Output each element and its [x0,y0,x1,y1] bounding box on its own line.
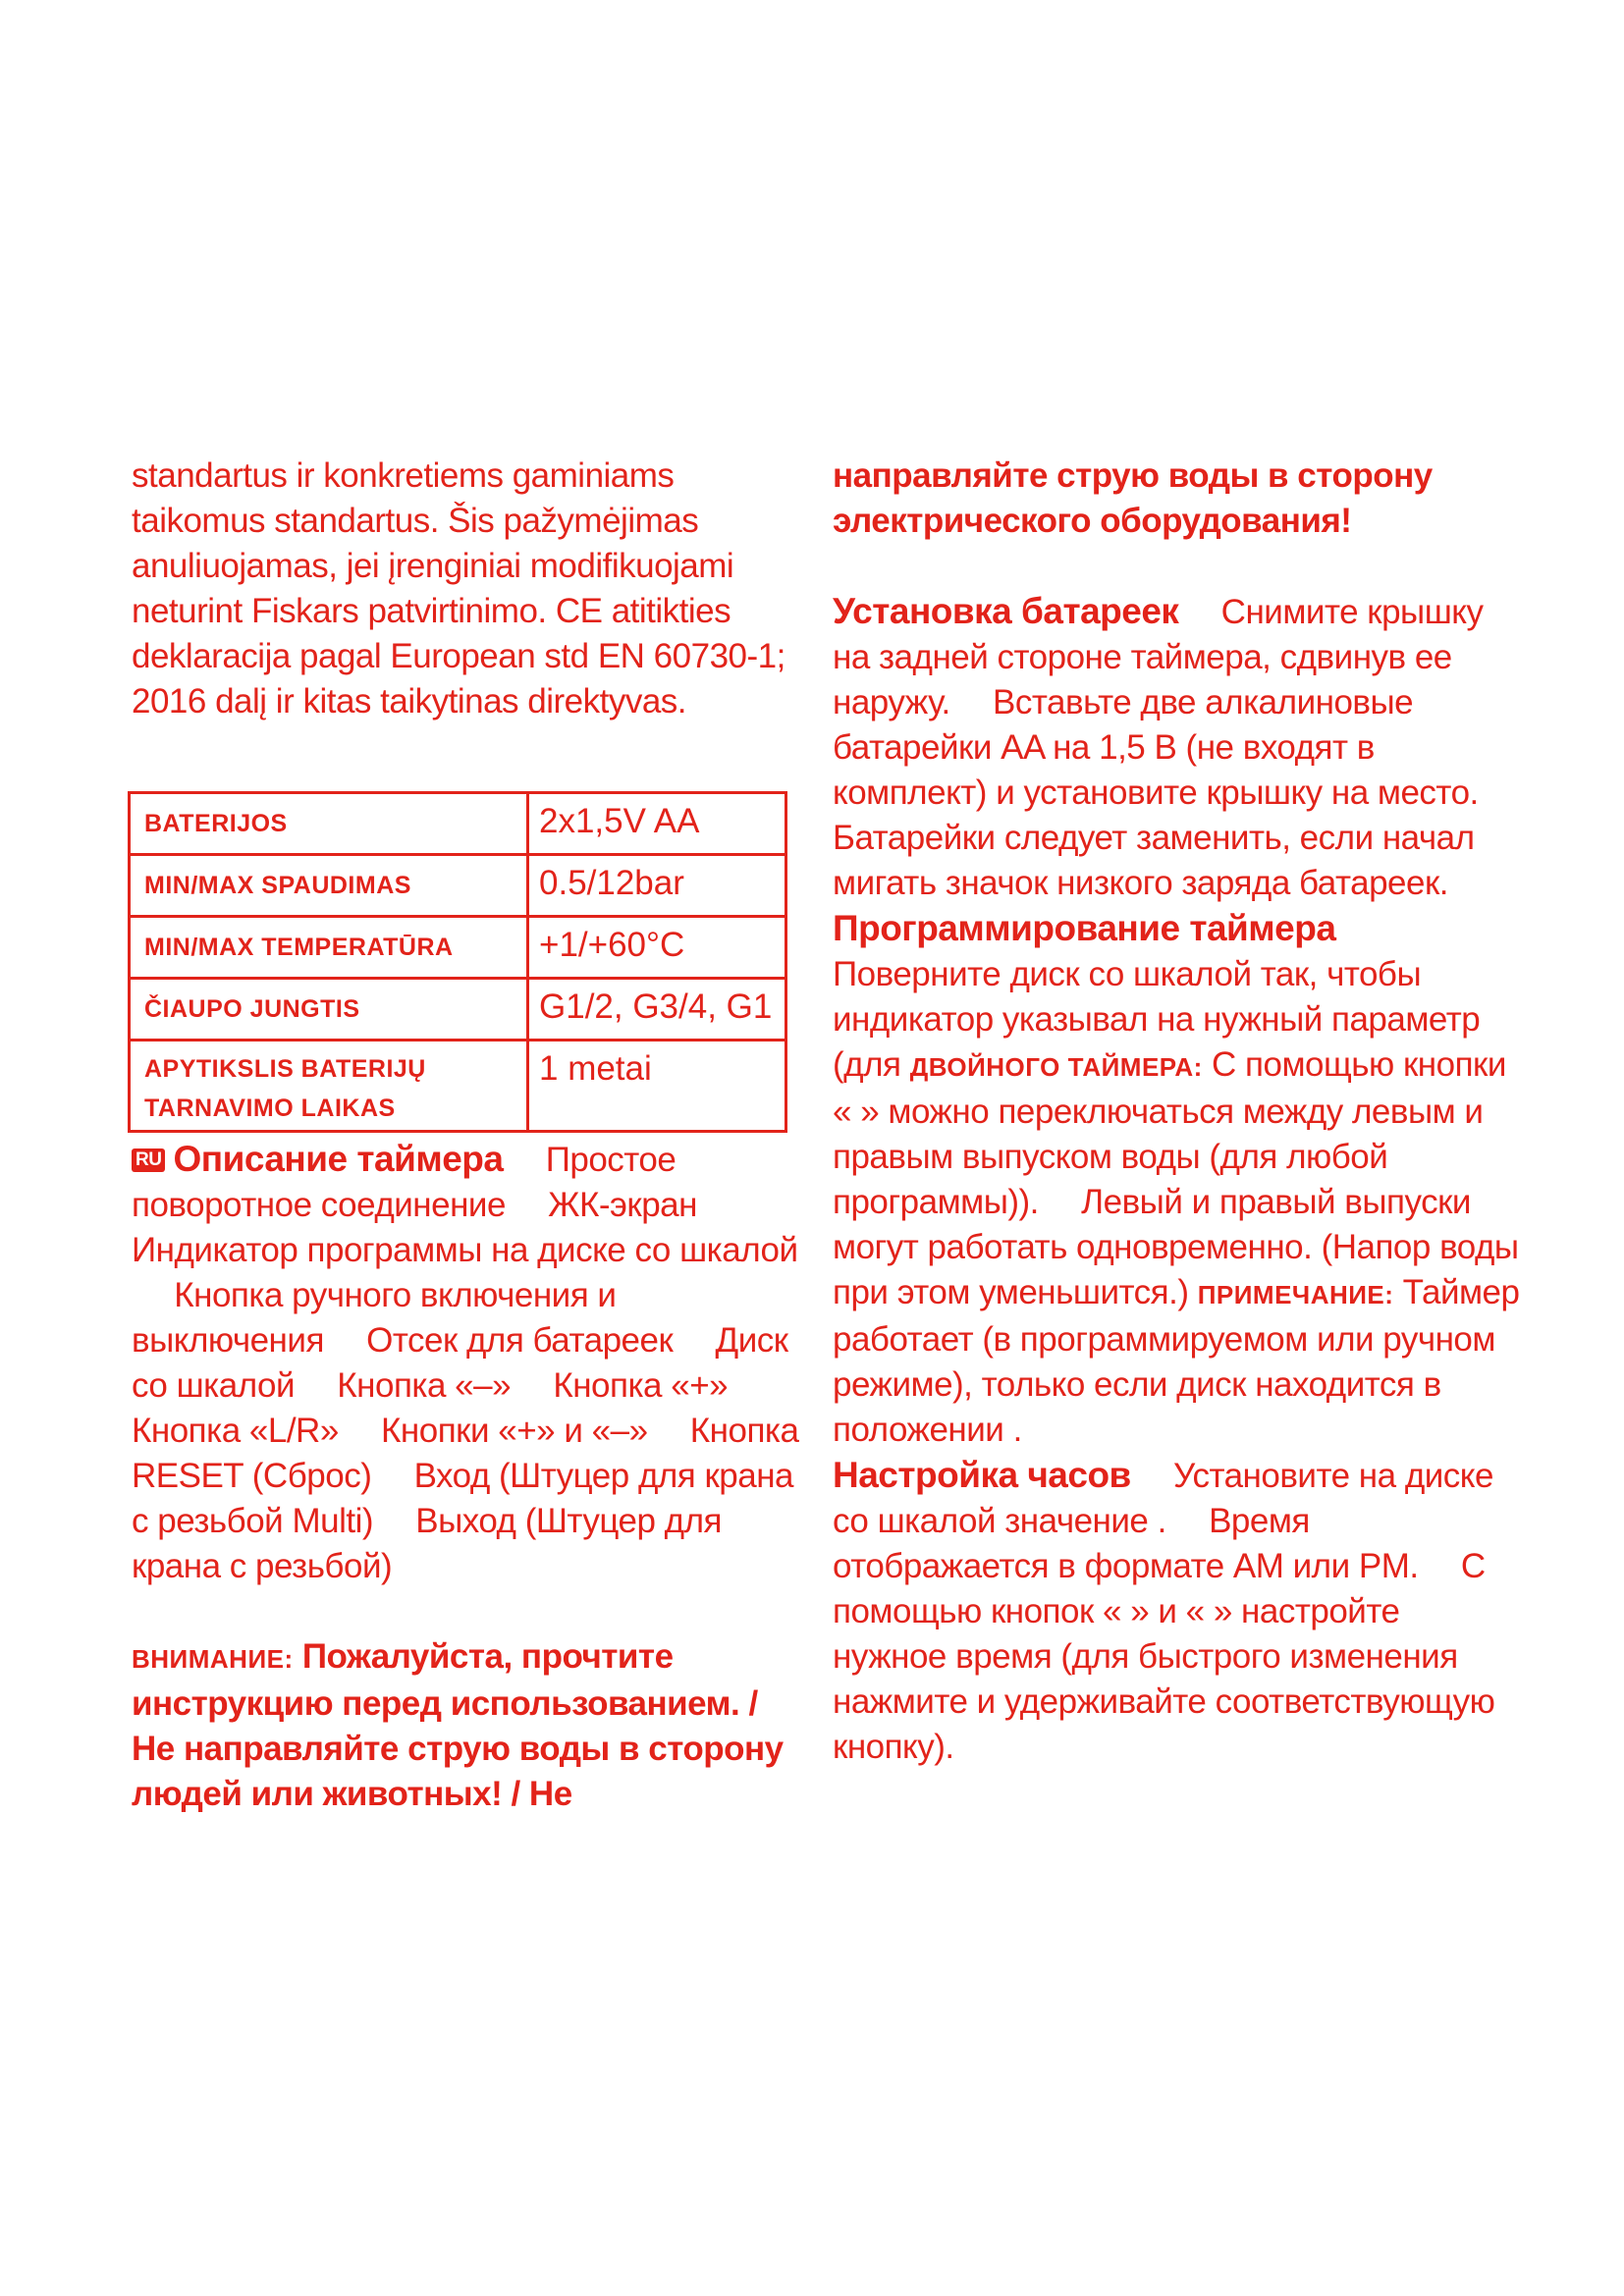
spec-table [128,791,787,1133]
desc-item: Простое поворотное соединение [132,1141,677,1224]
warning-label: ВНИМАНИЕ: [132,1644,294,1674]
spec-value: +1/+60°C [528,917,786,979]
clock-text: С помощью кнопок « » и « » настройте нужное время (для быстрого изменения нажмите и удерживайте соответствующую кнопку). [833,1547,1495,1766]
spec-key: BATERIJOS [130,793,528,855]
clock-text: Установите на диске со шкалой значение . [833,1457,1493,1540]
program-text: С помощью кнопки « » можно переключаться между левым и правым выпуском воды (для любой программы)). [833,1045,1506,1221]
note-label: ПРИМЕЧАНИЕ: [1197,1280,1394,1309]
desc-item: Кнопка «–» [337,1366,512,1405]
description-paragraph [132,1137,799,1589]
desc-item: Кнопка «+» [553,1366,729,1405]
clock-text: Время отображается в формате AM или PM. [833,1502,1419,1585]
table-row [130,917,786,979]
desc-item: Кнопка ручного включения и выключения [132,1276,617,1360]
desc-item: Кнопки «+» и «–» [381,1412,648,1450]
warning-paragraph [132,1634,799,1817]
spec-key: MIN/MAX SPAUDIMAS [130,855,528,917]
dual-timer-label: ДВОЙНОГО ТАЙМЕРА: [909,1052,1203,1082]
description-heading: Описание таймера [173,1139,504,1179]
battery-heading: Установка батареек [833,591,1179,631]
spec-key: MIN/MAX TEMPERATŪRA [130,917,528,979]
table-row [130,793,786,855]
battery-text: Снимите крышку на задней стороне таймера, сдвинув ее наружу. [833,593,1484,721]
spec-value: 1 metai [528,1041,786,1132]
warning-text: Пожалуйста, прочтите инструкцию перед использованием. / Не направляйте струю воды в сторону людей или животных! / Не [132,1637,784,1813]
desc-item: ЖК-экран [548,1186,697,1224]
desc-item: Выход (Штуцер для крана с резьбой) [132,1502,722,1585]
table-row [130,979,786,1041]
program-paragraph [833,906,1520,1453]
desc-item: Отсек для батареек [366,1321,674,1360]
desc-item: Вход (Штуцер для крана с резьбой Multi) [132,1457,794,1540]
warning-continuation: направляйте струю воды в сторону электрического оборудования! [833,456,1433,540]
battery-text: Вставьте две алкалиновые батарейки AA на 1,5 В (не входят в комплект) и установите крышку на место. [833,683,1479,812]
program-text: Поверните диск со шкалой так, чтобы индикатор указывал на нужный параметр (для [833,955,1481,1084]
table-row [130,1041,786,1132]
clock-paragraph [833,1453,1520,1770]
left-column [132,454,799,1817]
desc-item: Кнопка RESET (Сброс) [132,1412,799,1495]
intro-paragraph: standartus ir konkretiems gaminiams taikomus standartus. Šis pažymėjimas anuliuojamas, jei įrenginiai modifikuojami neturint Fiskars patvirtinimo. CE atitikties deklaracija pagal European std EN 60730-1; 2016 dalį ir kitas taikytinas direktyvas. [132,456,785,721]
ru-language-badge: RU [132,1148,165,1172]
note-text: Таймер работает (в программируемом или ручном режиме), только если диск находится в положении . [833,1273,1520,1449]
spec-value: 0.5/12bar [528,855,786,917]
table-row [130,855,786,917]
desc-item: Диск со шкалой [132,1321,788,1405]
spec-key: ČIAUPO JUNGTIS [130,979,528,1041]
right-column [833,454,1520,1770]
battery-paragraph [833,589,1520,906]
program-heading: Программирование таймера [833,908,1336,948]
battery-text: Батарейки следует заменить, если начал мигать значок низкого заряда батареек. [833,819,1475,902]
desc-item: Кнопка «L/R» [132,1412,339,1450]
spec-value: 2x1,5V AA [528,793,786,855]
spec-key: APYTIKSLIS BATERIJŲ TARNAVIMO LAIKAS [130,1041,528,1132]
clock-heading: Настройка часов [833,1455,1131,1495]
program-text: Левый и правый выпуски могут работать одновременно. (Напор воды при этом уменьшится.) [833,1183,1519,1311]
spec-value: G1/2, G3/4, G1 [528,979,786,1041]
desc-item: Индикатор программы на диске со шкалой [132,1231,798,1269]
